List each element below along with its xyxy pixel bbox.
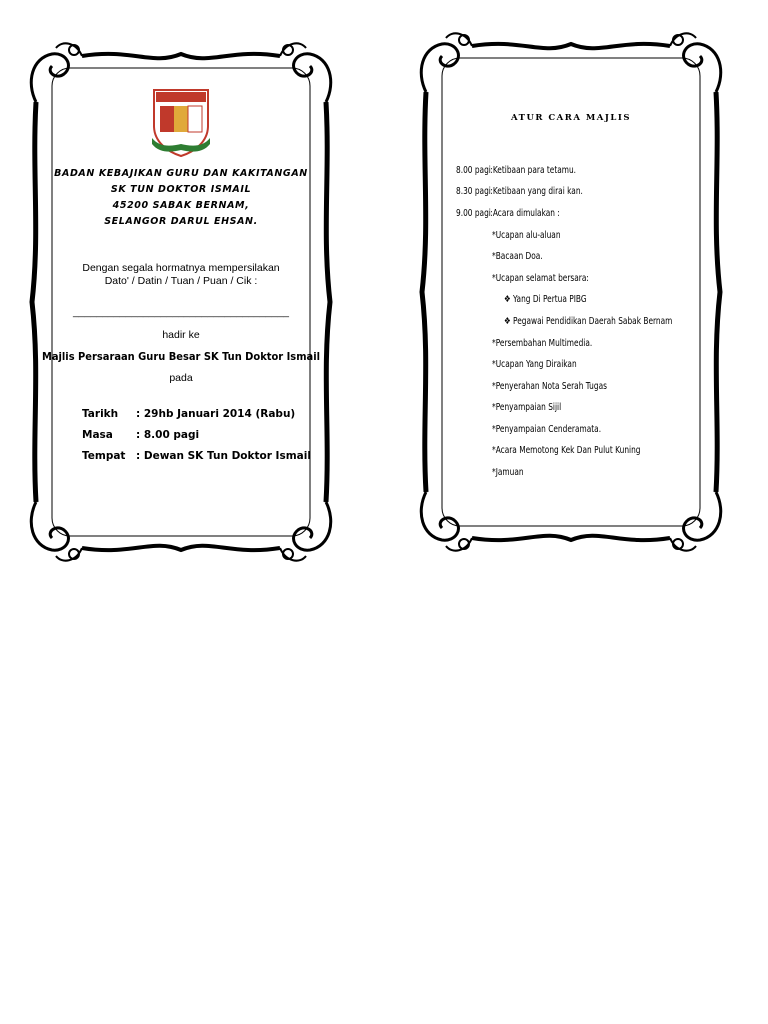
detail-value: : 8.00 pagi	[136, 429, 200, 441]
detail-label: Tarikh	[82, 408, 119, 420]
invite-line-1: Dengan segala hormatnya mempersilakan	[82, 262, 280, 274]
programme-item: *Persembahan Multimedia.	[492, 338, 593, 349]
programme-sub-item	[504, 316, 672, 327]
detail-label: Tempat	[82, 450, 126, 462]
org-address-line-2: SELANGOR DARUL EHSAN.	[104, 216, 258, 227]
hadir-ke-text: hadir ke	[162, 329, 200, 341]
detail-row-date	[82, 408, 295, 420]
schedule-row	[456, 165, 576, 176]
programme-item: *Acara Memotong Kek Dan Pulut Kuning	[492, 445, 641, 456]
ornamental-border	[412, 22, 730, 562]
programme-item: *Bacaan Doa.	[492, 251, 543, 262]
schedule-time: 8.30 pagi	[456, 186, 491, 197]
programme-item: *Ucapan selamat bersara:	[492, 273, 589, 284]
schedule-text: :Ketibaan para tetamu.	[490, 165, 577, 176]
diamond-bullet-icon: ❖	[504, 316, 511, 327]
schedule-text: :Ketibaan yang dirai kan.	[490, 186, 583, 197]
programme-item: *Penyampaian Sijil	[492, 402, 562, 413]
schedule-time: 9.00 pagi	[456, 208, 491, 219]
schedule-row	[456, 208, 560, 219]
schedule-time: 8.00 pagi	[456, 165, 491, 176]
sub-item-text: Yang Di Pertua PIBG	[513, 294, 587, 305]
diamond-bullet-icon: ❖	[504, 294, 511, 305]
detail-value: : 29hb Januari 2014 (Rabu)	[136, 408, 296, 420]
detail-row-time	[82, 429, 199, 441]
detail-value: : Dewan SK Tun Doktor Ismail	[136, 450, 311, 462]
programme-item: *Jamuan	[492, 467, 524, 478]
org-name-line-2: SK TUN DOKTOR ISMAIL	[110, 184, 252, 195]
invitation-card	[22, 32, 340, 572]
schedule-text: :Acara dimulakan :	[490, 208, 560, 219]
sub-item-text: Pegawai Pendidikan Daerah Sabak Bernam	[513, 316, 673, 327]
detail-label: Masa	[82, 429, 113, 441]
programme-title: ATUR CARA MAJLIS	[511, 113, 631, 123]
programme-card	[412, 22, 730, 562]
schedule-row	[456, 186, 583, 197]
school-crest-logo	[150, 86, 212, 158]
guest-name-blank-line: _____________________________________	[72, 306, 290, 318]
invite-line-2: Dato' / Datin / Tuan / Puan / Cik :	[104, 275, 258, 287]
programme-item: *Penyerahan Nota Serah Tugas	[492, 381, 607, 392]
org-name-line-1: BADAN KEBAJIKAN GURU DAN KAKITANGAN	[54, 168, 308, 179]
programme-item: *Ucapan Yang Diraikan	[492, 359, 577, 370]
programme-item: *Ucapan alu-aluan	[492, 230, 561, 241]
event-title: Majlis Persaraan Guru Besar SK Tun Doktor Ismail	[42, 350, 320, 363]
programme-sub-item	[504, 294, 587, 305]
detail-row-venue	[82, 450, 311, 462]
org-address-line-1: 45200 SABAK BERNAM,	[112, 200, 250, 211]
programme-item: *Penyampaian Cenderamata.	[492, 424, 602, 435]
pada-text: pada	[169, 372, 193, 384]
